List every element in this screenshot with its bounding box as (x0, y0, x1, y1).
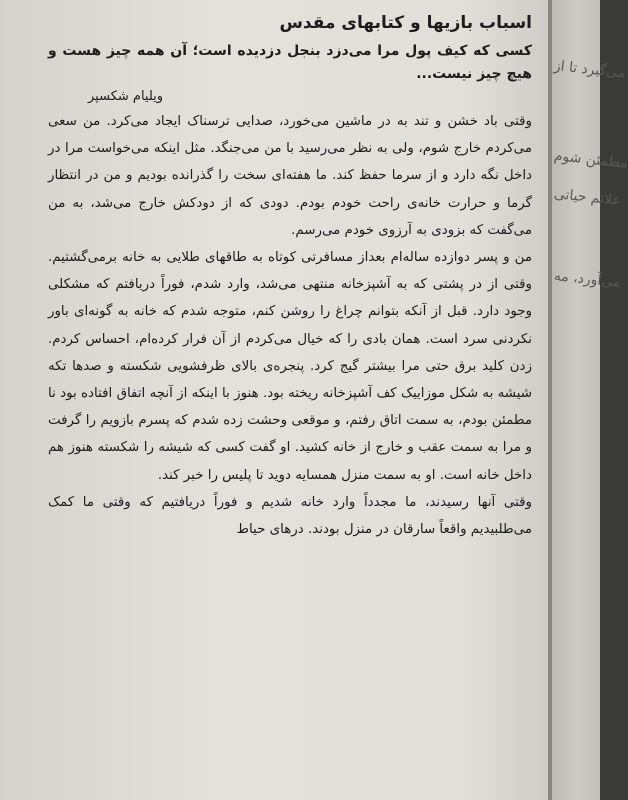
adjacent-page-fragment: می‌آورد، مه (553, 268, 622, 291)
adjacent-page-fragment: مطمئن شوم (553, 148, 628, 172)
adjacent-page-fragment: می‌گیرد تا از (553, 58, 627, 82)
adjacent-page (552, 0, 628, 800)
body-paragraph-2: من و پسر دوازده ساله‌ام بعداز مسافرتی کوتاه به طاقهای طلایی به خانه برمی‌گشتیم. وقتی از در پشتی که به آشپزخانه منتهی می‌شد، وارد شدم، فوراً دریافتم که مشکلی وجود دارد. قبل از آنکه بتوانم چراغ را روشن کنم، متوجه شدم که خانه به گونه‌ای باور نکردنی سرد است. همان بادی را که خیال می‌کردم از آن فرار کرده‌ام، احساس کردم. زدن کلید برق حتی مرا بیشتر گیج کرد. پنجره‌ی بالای ظرفشویی شکسته و صدها تکه شیشه به شکل موزاییک کف آشپزخانه ریخته بود. هنوز با اینکه از آنچه اتفاق افتاده بود نا مطمئن بودم، به سمت اتاق رفتم، و موقعی وحشت زده شدم که پسرم بازویم را گرفت و مرا به سمت عقب و خارج از خانه کشید. او گفت کسی که شیشه را شکسته هنوز هم داخل خانه است. او به سمت منزل همسایه دوید تا پلیس را خبر کند. (48, 250, 532, 483)
adjacent-page-fragment: علائم حیاتی (553, 186, 622, 209)
body-paragraph-3: وقتی آنها رسیدند، ما مجدداً وارد خانه شدیم و فوراً دریافتیم که وقتی ما کمک می‌طلبیدیم واقعاً سارقان در منزل بودند. درهای حیاط (48, 494, 532, 538)
body-paragraph-1: وقتی باد خشن و تند به در ماشین می‌خورد، صدایی ترسناک ایجاد می‌کرد. من سعی می‌کردم خارج شوم، ولی به نظر می‌رسید با من می‌جنگد. مثل اینکه می‌خواست مرا در داخل نگه دارد و از سرما حفظ کند. ما هفته‌ای سخت را گذرانده بودیم و من در انتظار گرما و حرارت خانه‌ی راحت خودم بودم. دودی که از دودکش خارج می‌شد، به من می‌گفت که بزودی به آرزوی خودم می‌رسم. (48, 114, 532, 238)
chapter-title: اسباب بازیها و کتابهای مقدس (279, 13, 532, 33)
page-content (48, 6, 532, 543)
epigraph-author: ویلیام شکسپر (88, 89, 164, 104)
epigraph-quote: کسی که کیف پول مرا می‌دزد بنجل دزدیده است؛ آن همه چیز هست و هیچ چیز نیست... (48, 43, 532, 82)
